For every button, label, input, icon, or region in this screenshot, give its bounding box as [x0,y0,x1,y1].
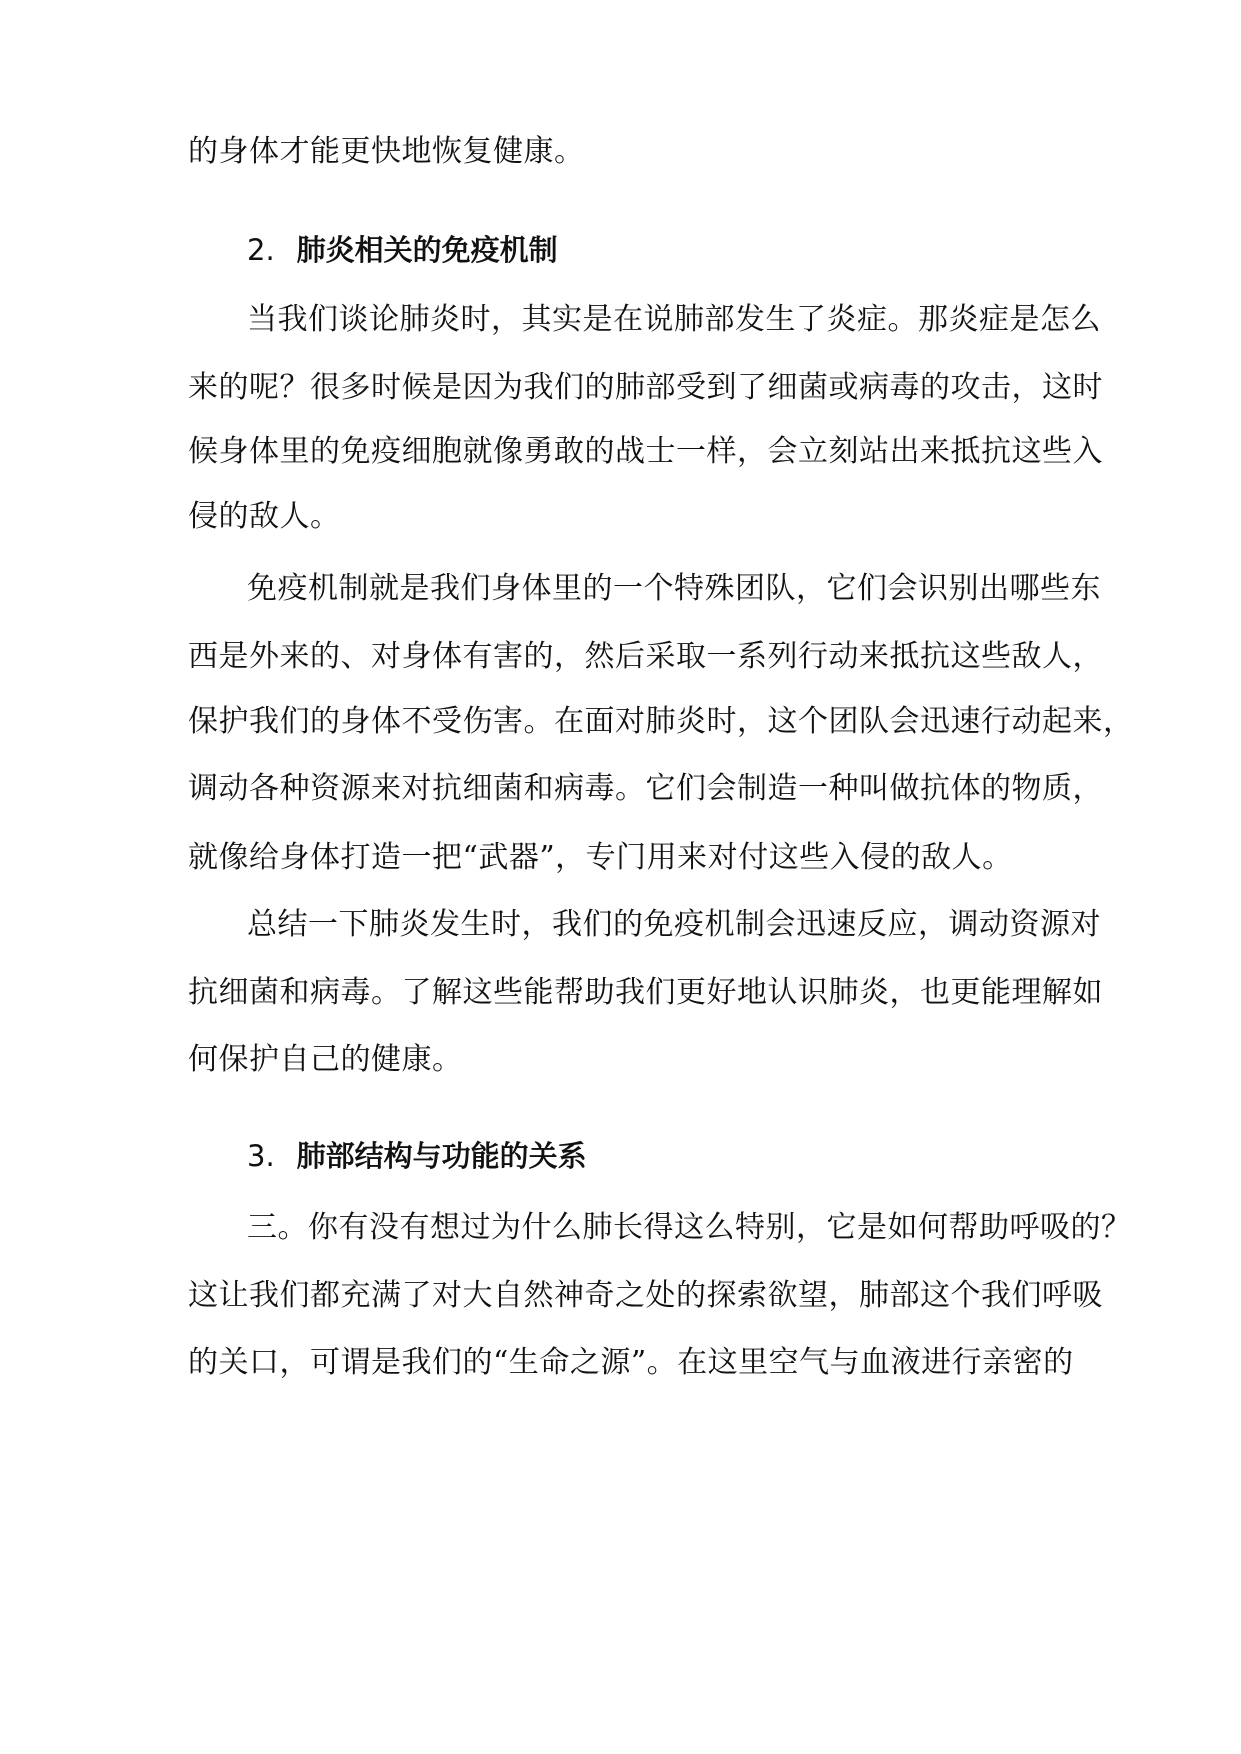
section-title: 肺炎相关的免疫机制 [296,233,558,267]
section-heading-3 [247,1136,587,1176]
section-heading-2 [247,230,558,270]
paragraph-line: 就像给身体打造一把“武器”，专门用来对付这些入侵的敌人。 [188,840,1013,875]
paragraph-line: 免疫机制就是我们身体里的一个特殊团队，它们会识别出哪些东 [247,571,1101,606]
paragraph-line: 的关口，可谓是我们的“生命之源”。在这里空气与血液进行亲密的 [188,1345,1074,1380]
paragraph-line: 当我们谈论肺炎时，其实是在说肺部发生了炎症。那炎症是怎么 [247,302,1101,337]
paragraph-line: 侵的敌人。 [188,499,341,534]
paragraph-line: 调动各种资源来对抗细菌和病毒。它们会制造一种叫做抗体的物质， [188,771,1103,806]
section-title: 肺部结构与功能的关系 [296,1139,587,1173]
paragraph-line: 西是外来的、对身体有害的，然后采取一系列行动来抵抗这些敌人， [188,639,1103,674]
section-number: 2. [247,233,275,267]
paragraph-line: 何保护自己的健康。 [188,1042,463,1077]
paragraph-line: 候身体里的免疫细胞就像勇敢的战士一样，会立刻站出来抵抗这些入 [188,434,1103,469]
section-number: 3. [247,1139,275,1173]
paragraph-line: 的身体才能更快地恢复健康。 [188,134,585,169]
paragraph-line: 来的呢？很多时候是因为我们的肺部受到了细菌或病毒的攻击，这时 [188,370,1103,405]
paragraph-line: 三。你有没有想过为什么肺长得这么特别，它是如何帮助呼吸的？ [247,1210,1132,1245]
paragraph-line: 保护我们的身体不受伤害。在面对肺炎时，这个团队会迅速行动起来， [188,704,1134,739]
paragraph-line: 总结一下肺炎发生时，我们的免疫机制会迅速反应，调动资源对 [247,907,1101,942]
paragraph-line: 这让我们都充满了对大自然神奇之处的探索欲望，肺部这个我们呼吸 [188,1278,1103,1313]
paragraph-line: 抗细菌和病毒。了解这些能帮助我们更好地认识肺炎，也更能理解如 [188,975,1103,1010]
